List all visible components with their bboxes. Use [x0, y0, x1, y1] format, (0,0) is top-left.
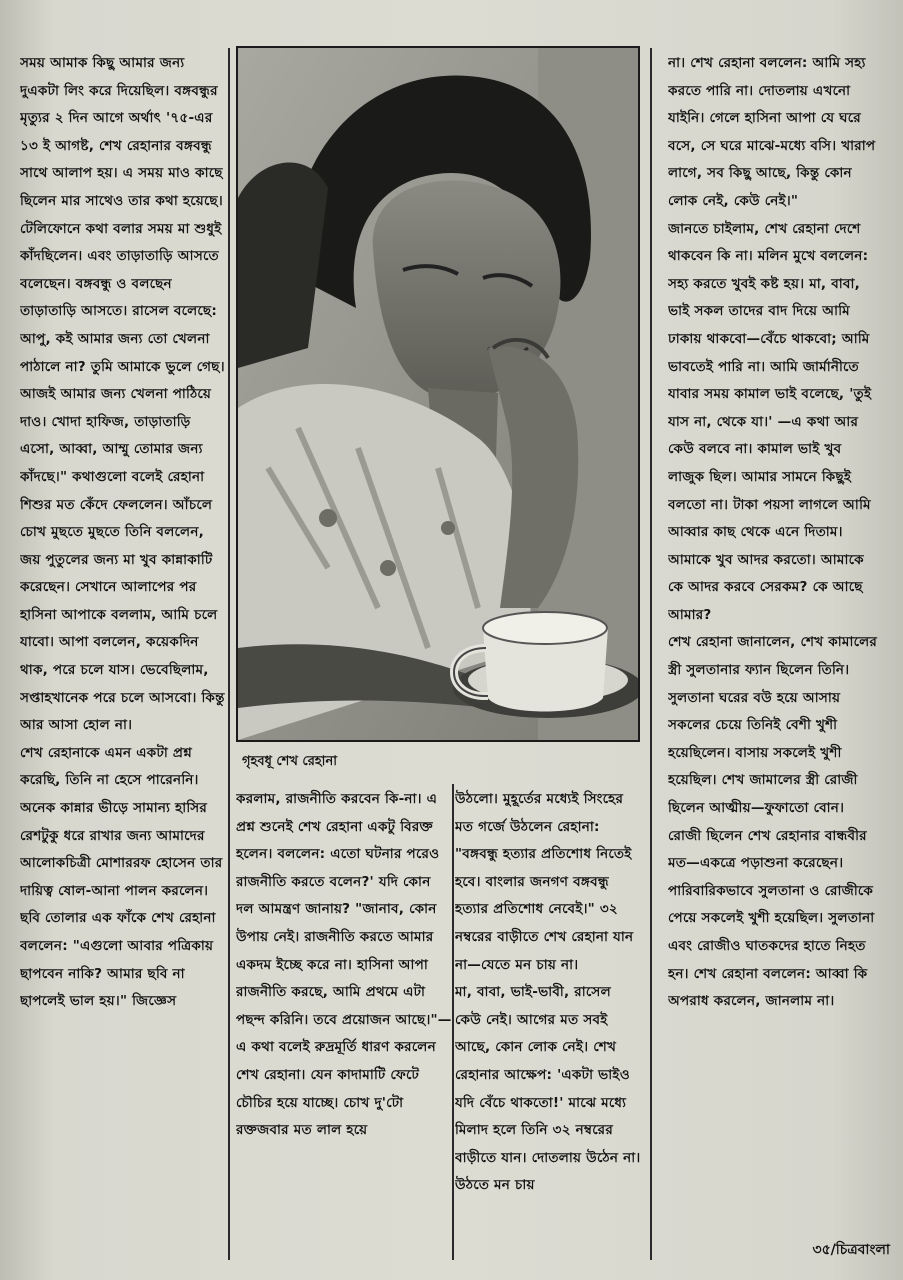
- article-column-4: না। শেখ রেহানা বললেন: আমি সহ্য করতে পারি না। দোতলায় এখনো যাইনি। গেলে হাসিনা আপা যে ঘরে বসে, সে ঘরে মাঝে-মধ্যে বসি। খারাপ লাগে, সব কিছু আছে, কিন্তু কোন লোক নেই, কেউ নেই।" জানতে চাইলাম, শেখ রেহানা দেশে থাকবেন কি না। মলিন মুখে বললেন: সহ্য করতে খুবই কষ্ট হয়। মা, বাবা, ভাই সকল তাদের বাদ দিয়ে আমি ঢাকায় থাকবো—বেঁচে থাকবো; আমি ভাবতেই পারি না। আমি জার্মানীতে যাবার সময় কামাল ভাই বলেছে, 'তুই যাস না, থেকে যা।' —এ কথা আর কেউ বলবে না। কামাল ভাই খুব লাজুক ছিল। আমার সামনে কিছুই বলতো না। টাকা পয়সা লাগলে আমি আব্বার কাছ থেকে এনে দিতাম। আমাকে খুব আদর করতো। আমাকে কে আদর করবে সেরকম? কে আছে আমার? শেখ রেহানা জানালেন, শেখ কামালের স্ত্রী সুলতানার ফ্যান ছিলেন তিনি। সুলতানা ঘরের বউ হয়ে আসায় সকলের চেয়ে তিনিই বেশী খুশী হয়েছিলেন। বাসায় সকলেই খুশী হয়েছিল। শেখ জামালের স্ত্রী রোজী ছিলেন আত্মীয়—ফুফাতো বোন। রোজী ছিলেন শেখ রেহানার বান্ধবীর মত—একত্রে পড়াশুনা করেছেন। পারিবারিকভাবে সুলতানা ও রোজীকে পেয়ে সকলেই খুশী হয়েছিল। সুলতানা এবং রোজীও ঘাতকদের হাতে নিহত হন। শেখ রেহানা বললেন: আব্বা কি অপরাধ করলেন, জানলাম না।: [668, 55, 878, 1010]
- column-divider: [228, 48, 230, 1260]
- portrait-photo: [236, 46, 640, 742]
- column-divider: [452, 784, 454, 1260]
- page-footer: ৩৫/চিত্রবাংলা: [812, 1242, 890, 1258]
- column-divider: [650, 48, 652, 1260]
- article-column-1: সময় আমাক কিছু আমার জন্য দুএকটা লিং করে দিয়েছিল। বঙ্গবন্ধুর মৃত্যুর ২ দিন আগে অর্থাৎ '৭৫-এর ১৩ ই আগষ্ট, শেখ রেহানার বঙ্গবন্ধু সাথে আলাপ হয়। এ সময় মাও কাছে ছিলেন মার সাথেও তার কথা হয়েছে। টেলিফোনে কথা বলার সময় মা শুধুই কাঁদছিলেন। এবং তাড়াতাড়ি আসতে বলেছেন। বঙ্গবন্ধু ও বলছেন তাড়াতাড়ি আসতে। রাসেল বলেছে: আপু, কই আমার জন্য তো খেলনা পাঠালে না? তুমি আমাকে ভুলে গেছ। আজই আমার জন্য খেলনা পাঠিয়ে দাও। খোদা হাফিজ, তাড়াতাড়ি এসো, আব্বা, আম্মু তোমার জন্য কাঁদছে।" কথাগুলো বলেই রেহানা শিশুর মত কেঁদে ফেললেন। আঁচলে চোখ মুছতে মুছতে তিনি বললেন, জয় পুতুলের জন্য মা খুব কান্নাকাটি করেছেন। সেখানে আলাপের পর হাসিনা আপাকে বললাম, আমি চলে যাবো। আপা বললেন, কয়েকদিন থাক, পরে চলে যাস। ভেবেছিলাম, সপ্তাহখানেক পরে চলে আসবো। কিন্তু আর আসা হোল না। শেখ রেহানাকে এমন একটা প্রশ্ন করেছি, তিনি না হেসে পারেননি। অনেক কান্নার ভীড়ে সামান্য হাসির রেশটুকু ধরে রাখার জন্য আমাদের আলোকচিত্রী মোশাররফ হোসেন তার দায়িত্ব ষোল-আনা পালন করলেন। ছবি তোলার এক ফাঁকে শেখ রেহানা বললেন: "এগুলো আবার পত্রিকায় ছাপবেন নাকি? আমার ছবি না ছাপলেই ভাল হয়।" জিজ্ঞেস: [20, 55, 225, 1010]
- portrait-image: [238, 48, 638, 740]
- photo-caption: গৃহবধূ শেখ রেহানা: [242, 754, 337, 769]
- article-column-2: করলাম, রাজনীতি করবেন কি-না। এ প্রশ্ন শুনেই শেখ রেহানা একটু বিরক্ত হলেন। বললেন: এতো ঘটনার পরেও রাজনীতি করতে বলেন?' যদি কোন দল আমন্ত্রণ জানায়? "জানাব, কোন উপায় নেই। রাজনীতি করতে আমার একদম ইচ্ছে করে না। হাসিনা আপা রাজনীতি করছে, আমি প্রথমে এটা পছন্দ করিনি। তবে প্রয়োজন আছে।"— এ কথা বলেই রুদ্রমূর্তি ধারণ করলেন শেখ রেহানা। যেন কাদামাটি ফেটে চৌচির হয়ে যাচ্ছে। চোখ দু'টো রক্তজবার মত লাল হয়ে: [236, 791, 452, 1139]
- article-column-3: উঠলো। মুহূর্তের মধ্যেই সিংহের মত গর্জে উঠলেন রেহানা: "বঙ্গবন্ধু হত্যার প্রতিশোধ নিতেই হবে। বাংলার জনগণ বঙ্গবন্ধু হত্যার প্রতিশোধ নেবেই।" ৩২ নম্বরের বাড়ীতে শেখ রেহানা যান না—যেতে মন চায় না। মা, বাবা, ভাই-ভাবী, রাসেল কেউ নেই। আগের মত সবই আছে, কোন লোক নেই। শেখ রেহানার আক্ষেপ: 'একটা ভাইও যদি বেঁচে থাকতো!' মাঝে মধ্যে মিলাদ হলে তিনি ৩২ নম্বরের বাড়ীতে যান। দোতলায় উঠেন না। উঠতে মন চায়: [455, 791, 641, 1194]
